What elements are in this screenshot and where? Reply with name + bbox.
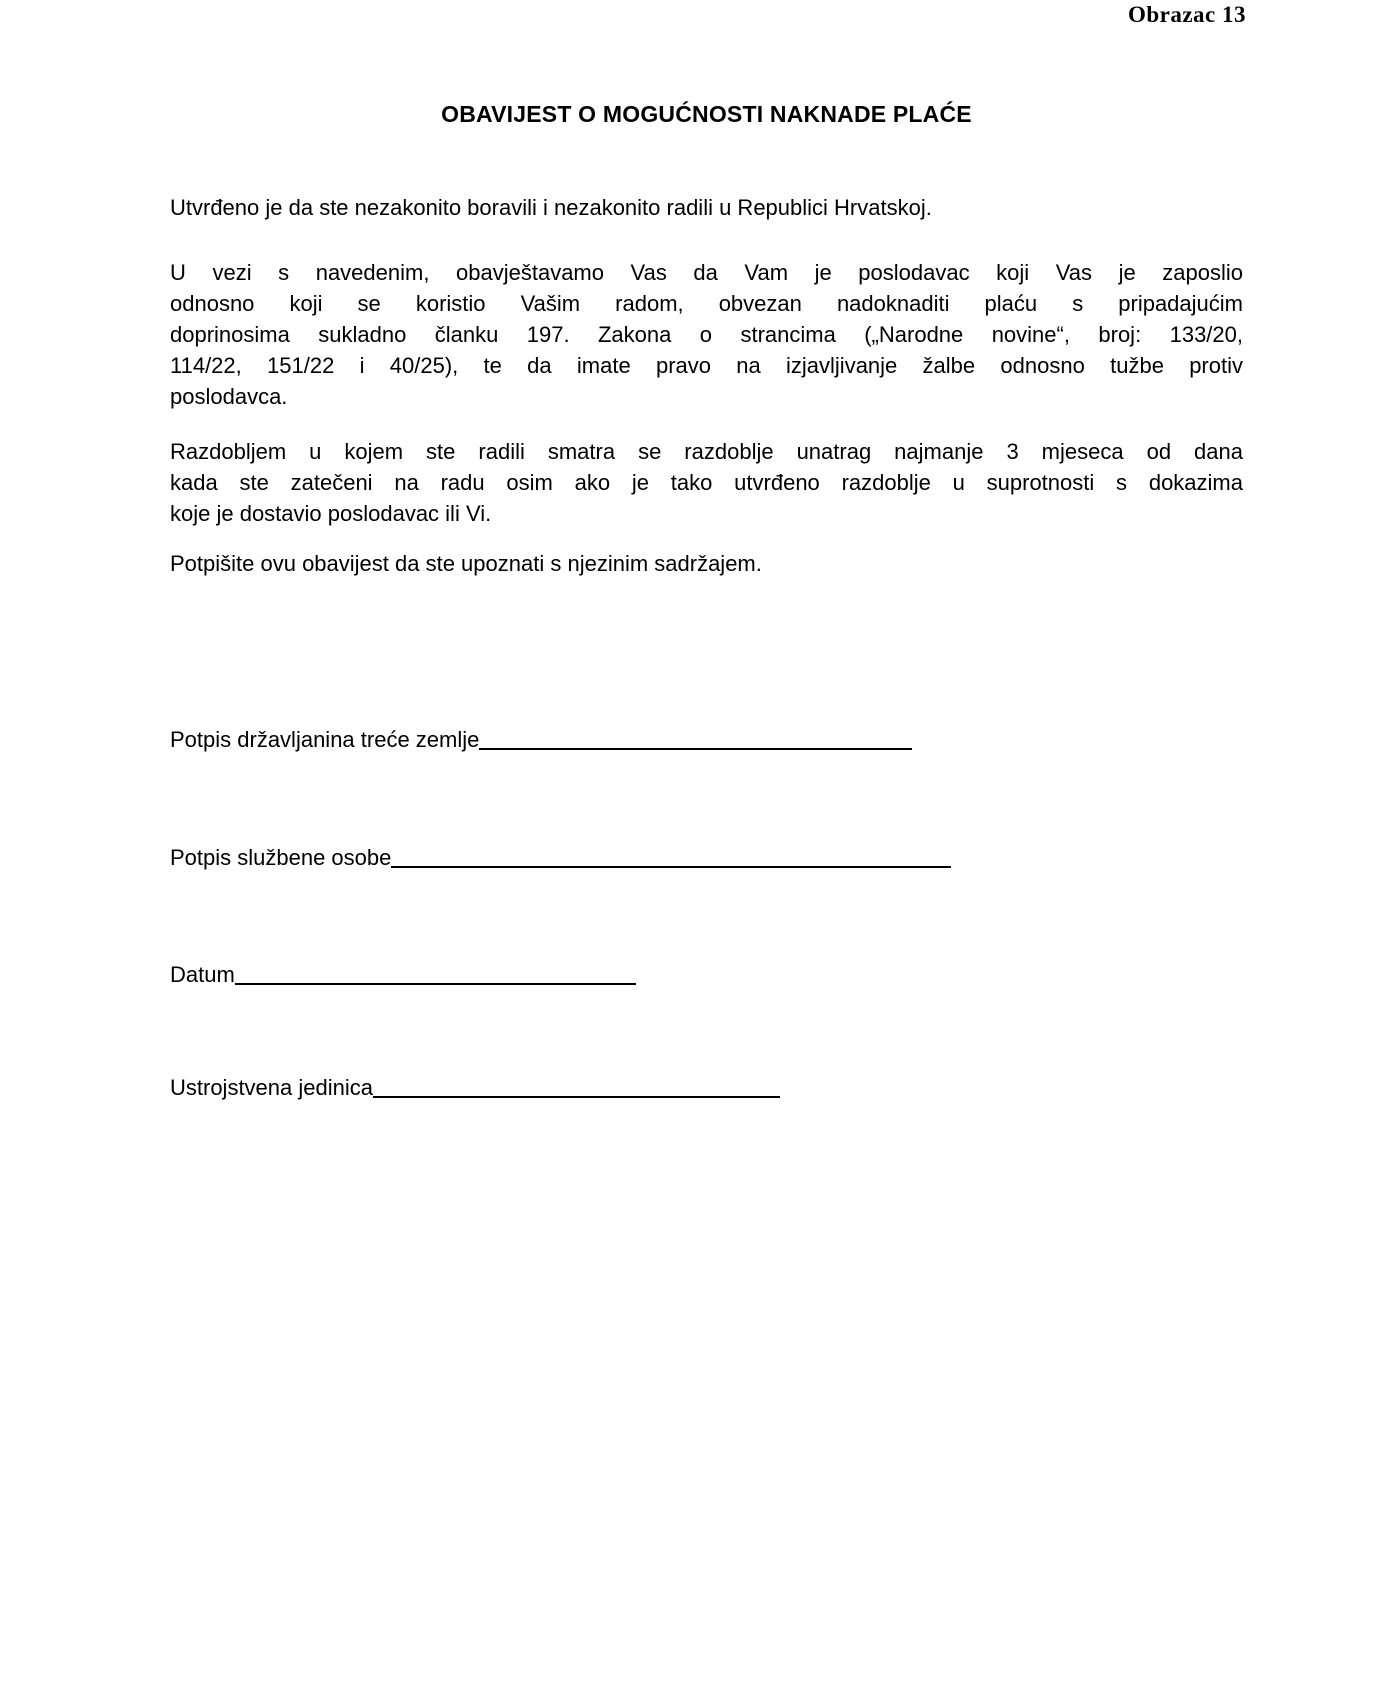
date-label: Datum <box>170 962 235 987</box>
organizational-unit-line <box>373 1072 780 1098</box>
text-line: Utvrđeno je da ste nezakonito boravili i nezakonito radili u Republici Hrvatskoj. <box>170 195 932 220</box>
paragraph-sign-request <box>170 548 1243 579</box>
text-line: kada ste zatečeni na radu osim ako je tako utvrđeno razdoblje u suprotnosti s dokazima <box>170 470 1243 495</box>
date-line <box>235 959 636 985</box>
date-field <box>170 959 1243 990</box>
text-line: koje je dostavio poslodavac ili Vi. <box>170 501 492 526</box>
signature-label-third-country-national: Potpis državljanina treće zemlje <box>170 727 480 752</box>
text-line: Potpišite ovu obavijest da ste upoznati s njezinim sadržajem. <box>170 551 762 576</box>
text-line: U vezi s navedenim, obavještavamo Vas da Vam je poslodavac koji Vas je zaposlio <box>170 260 1243 285</box>
text-line: odnosno koji se koristio Vašim radom, obvezan nadoknaditi plaću s pripadajućim <box>170 291 1243 316</box>
signature-line-third-country-national <box>479 724 912 750</box>
text-line: 114/22, 151/22 i 40/25), te da imate pravo na izjavljivanje žalbe odnosno tužbe protiv <box>170 353 1243 378</box>
organizational-unit-label: Ustrojstvena jedinica <box>170 1075 373 1100</box>
text-line: doprinosima sukladno članku 197. Zakona o strancima („Narodne novine“, broj: 133/20, <box>170 322 1243 347</box>
signature-line-official <box>391 842 951 868</box>
organizational-unit-field <box>170 1072 1243 1103</box>
text-line: Razdobljem u kojem ste radili smatra se razdoblje unatrag najmanje 3 mjeseca od dana <box>170 439 1243 464</box>
signature-label-official: Potpis službene osobe <box>170 845 392 870</box>
text-line: poslodavca. <box>170 384 288 409</box>
signature-field-third-country-national <box>170 724 1243 755</box>
signature-field-official <box>170 842 1243 873</box>
document-title: OBAVIJEST O MOGUĆNOSTI NAKNADE PLAĆE <box>441 101 972 127</box>
form-number: Obrazac 13 <box>1127 2 1246 27</box>
paragraph-finding <box>170 192 1243 223</box>
paragraph-notice <box>170 257 1243 412</box>
paragraph-work-period <box>170 436 1243 529</box>
